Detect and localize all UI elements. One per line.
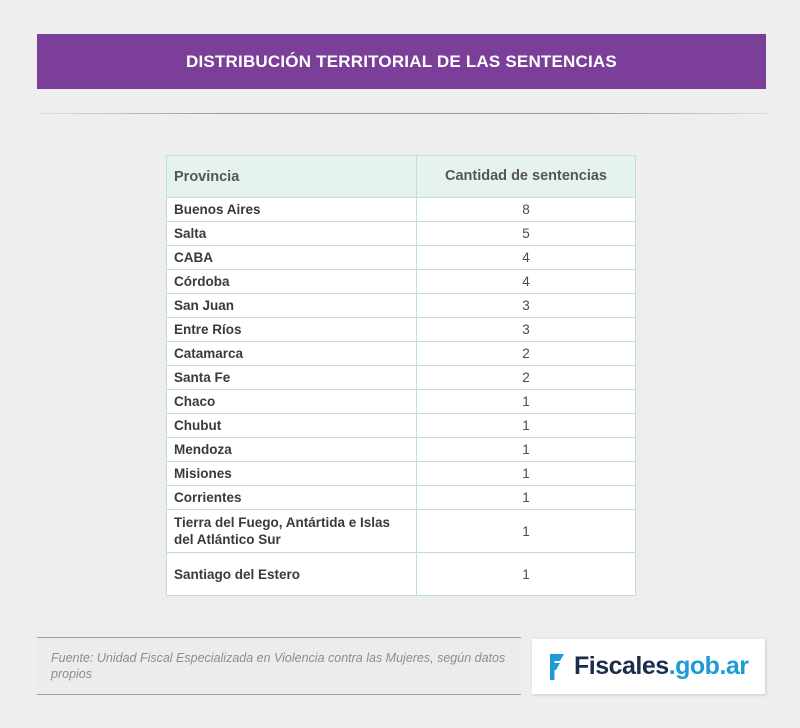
province-cell: Misiones <box>167 462 417 486</box>
source-note <box>37 637 521 695</box>
logo-text-main: Fiscales <box>574 652 669 680</box>
count-cell: 4 <box>417 246 636 270</box>
province-cell: Mendoza <box>167 438 417 462</box>
table-row <box>167 414 636 438</box>
count-cell: 1 <box>417 390 636 414</box>
province-cell: Santiago del Estero <box>167 553 417 596</box>
province-cell: Córdoba <box>167 270 417 294</box>
source-text: Fuente: Unidad Fiscal Especializada en Violencia contra las Mujeres, según datos propios <box>51 651 506 681</box>
page-title: DISTRIBUCIÓN TERRITORIAL DE LAS SENTENCIAS <box>186 51 617 71</box>
province-cell: Entre Ríos <box>167 318 417 342</box>
table-row <box>167 510 636 553</box>
table-row <box>167 462 636 486</box>
table-row <box>167 198 636 222</box>
province-cell: Catamarca <box>167 342 417 366</box>
province-cell: San Juan <box>167 294 417 318</box>
table-row <box>167 486 636 510</box>
title-banner <box>37 34 766 89</box>
logo-wordmark <box>574 652 749 681</box>
count-cell: 3 <box>417 294 636 318</box>
count-cell: 8 <box>417 198 636 222</box>
province-cell: Buenos Aires <box>167 198 417 222</box>
province-cell: Chubut <box>167 414 417 438</box>
count-cell: 1 <box>417 486 636 510</box>
count-cell: 3 <box>417 318 636 342</box>
table-row <box>167 342 636 366</box>
flag-icon <box>548 652 568 682</box>
table-row <box>167 390 636 414</box>
table-row <box>167 553 636 596</box>
count-cell: 1 <box>417 462 636 486</box>
count-cell: 4 <box>417 270 636 294</box>
fiscales-logo <box>532 639 765 694</box>
count-cell: 2 <box>417 342 636 366</box>
column-header-count: Cantidad de sentencias <box>417 156 636 198</box>
logo-text-domain: .gob.ar <box>668 652 749 680</box>
province-cell: Salta <box>167 222 417 246</box>
table-row <box>167 270 636 294</box>
table-row <box>167 222 636 246</box>
count-cell: 2 <box>417 366 636 390</box>
table-row <box>167 294 636 318</box>
province-cell: CABA <box>167 246 417 270</box>
count-cell: 1 <box>417 510 636 553</box>
table-row <box>167 246 636 270</box>
count-cell: 1 <box>417 438 636 462</box>
province-cell: Tierra del Fuego, Antártida e Islas del Atlántico Sur <box>167 510 417 553</box>
province-cell: Corrientes <box>167 486 417 510</box>
count-cell: 1 <box>417 414 636 438</box>
sentences-table <box>166 155 636 596</box>
table-row <box>167 438 636 462</box>
count-cell: 1 <box>417 553 636 596</box>
table-row <box>167 318 636 342</box>
divider <box>40 113 770 114</box>
table-header-row <box>167 156 636 198</box>
table-row <box>167 366 636 390</box>
province-cell: Chaco <box>167 390 417 414</box>
count-cell: 5 <box>417 222 636 246</box>
province-cell: Santa Fe <box>167 366 417 390</box>
column-header-province: Provincia <box>167 156 417 198</box>
